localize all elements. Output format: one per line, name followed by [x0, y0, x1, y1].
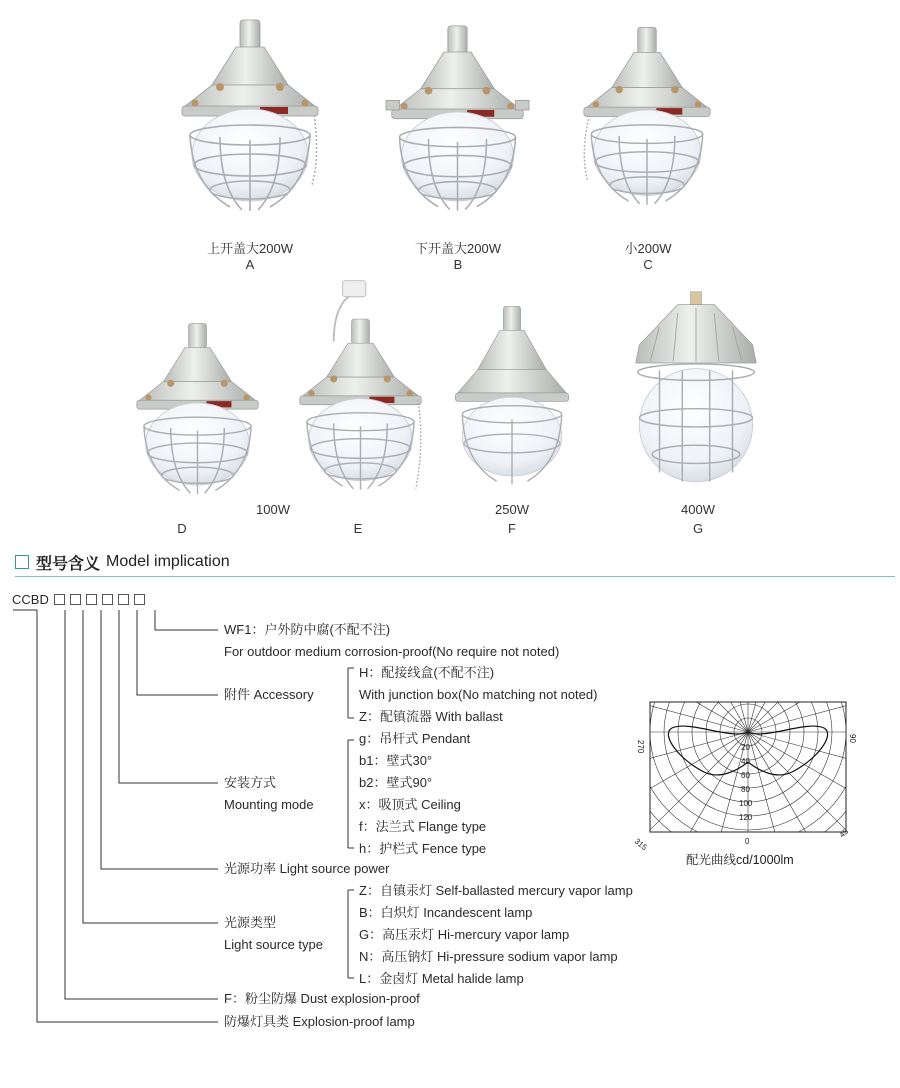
- lamp-photo-g: [632, 290, 760, 500]
- polar-angle-45: 45: [837, 826, 851, 840]
- mounting-opt-b1: b1：壁式30°: [359, 753, 433, 768]
- lamp-photo-e: [298, 278, 423, 503]
- code-slot-1: [54, 594, 65, 605]
- code-slot-6: [134, 594, 145, 605]
- section-title-en: Model implication: [106, 553, 230, 570]
- type-opt-z: Z：自镇汞灯 Self-ballasted mercury vapor lamp: [359, 883, 633, 898]
- lamp-photo-f: [452, 293, 572, 503]
- caption-c-name: 小200W: [624, 241, 672, 256]
- polar-radial-120: 120: [739, 813, 753, 822]
- caption-b-letter: B: [453, 257, 463, 272]
- caption-b: [398, 241, 518, 273]
- code-slot-2: [70, 594, 81, 605]
- type-opt-l: L：金卤灯 Metal halide lamp: [359, 971, 524, 986]
- caption-a-name: 上开盖大200W: [207, 241, 293, 256]
- polar-angle-270: 270: [636, 740, 645, 754]
- polar-radial-60: 60: [741, 771, 750, 780]
- polar-angle-0: 0: [745, 837, 750, 846]
- caption-f-power: 250W: [495, 502, 529, 517]
- type-opt-n: N：高压钠灯 Hi-pressure sodium vapor lamp: [359, 949, 618, 964]
- polar-radial-80: 80: [741, 785, 750, 794]
- type-label-cn: 光源类型: [224, 915, 277, 930]
- type-opt-g: G：高压汞灯 Hi-mercury vapor lamp: [359, 927, 570, 942]
- mounting-label-en: Mounting mode: [224, 797, 314, 812]
- polar-angle-90: 90: [848, 734, 857, 743]
- caption-a: [190, 241, 310, 273]
- code-slot-5: [118, 594, 129, 605]
- class-label: 防爆灯具类 Explosion-proof lamp: [224, 1014, 415, 1029]
- accessory-opt-h: H：配接线盒(不配不注): [359, 665, 495, 680]
- checkbox-square-icon: [15, 555, 29, 569]
- polar-radial-100: 100: [739, 799, 753, 808]
- caption-g-letter: G: [692, 521, 704, 536]
- type-opt-b: B：白炽灯 Incandescent lamp: [359, 905, 533, 920]
- wf1-en: For outdoor medium corrosion-proof(No require not noted): [224, 644, 560, 659]
- section-divider: [15, 576, 895, 577]
- caption-d-letter: D: [177, 521, 187, 536]
- code-slot-4: [102, 594, 113, 605]
- caption-c: [588, 241, 708, 273]
- polar-radial-40: 40: [741, 757, 750, 766]
- mounting-opt-b2: b2：壁式90°: [359, 775, 433, 790]
- lamp-photo-d: [135, 318, 260, 503]
- caption-c-letter: C: [643, 257, 653, 272]
- lamp-photo-b: [385, 20, 530, 230]
- power-label: 光源功率 Light source power: [224, 861, 390, 876]
- mounting-opt-x: x：吸顶式 Ceiling: [359, 797, 461, 812]
- lamp-photo-a: [175, 15, 325, 230]
- accessory-label: 附件 Accessory: [224, 687, 314, 702]
- caption-a-letter: A: [245, 257, 255, 272]
- model-code-prefix: CCBD: [12, 592, 49, 607]
- caption-g-power: 400W: [681, 502, 715, 517]
- mounting-opt-h: h：护栏式 Fence type: [359, 841, 487, 856]
- polar-distribution-diagram: [620, 700, 860, 870]
- code-slot-3: [86, 594, 97, 605]
- caption-f-letter: F: [508, 521, 516, 536]
- polar-caption: 配光曲线cd/1000lm: [686, 853, 794, 867]
- accessory-opt-z: Z：配镇流器 With ballast: [359, 709, 503, 724]
- mounting-opt-f: f：法兰式 Flange type: [359, 819, 487, 834]
- accessory-opt-h-en: With junction box(No matching not noted): [359, 687, 598, 702]
- caption-de-power: 100W: [256, 502, 290, 517]
- polar-angle-315: 315: [632, 836, 649, 853]
- model-code: [12, 592, 145, 607]
- lamp-photo-c: [582, 15, 712, 230]
- polar-radial-20: 20: [741, 743, 750, 752]
- type-label-en: Light source type: [224, 937, 324, 952]
- mounting-label-cn: 安装方式: [224, 775, 277, 790]
- dust-label: F：粉尘防爆 Dust explosion-proof: [224, 991, 420, 1006]
- caption-b-name: 下开盖大200W: [415, 241, 501, 256]
- section-title-cn: 型号含义: [36, 553, 101, 573]
- section-heading: [15, 552, 230, 572]
- wf1-cn: WF1：户外防中腐(不配不注): [224, 622, 391, 637]
- caption-e-letter: E: [353, 521, 363, 536]
- mounting-opt-g: g：吊杆式 Pendant: [359, 731, 471, 746]
